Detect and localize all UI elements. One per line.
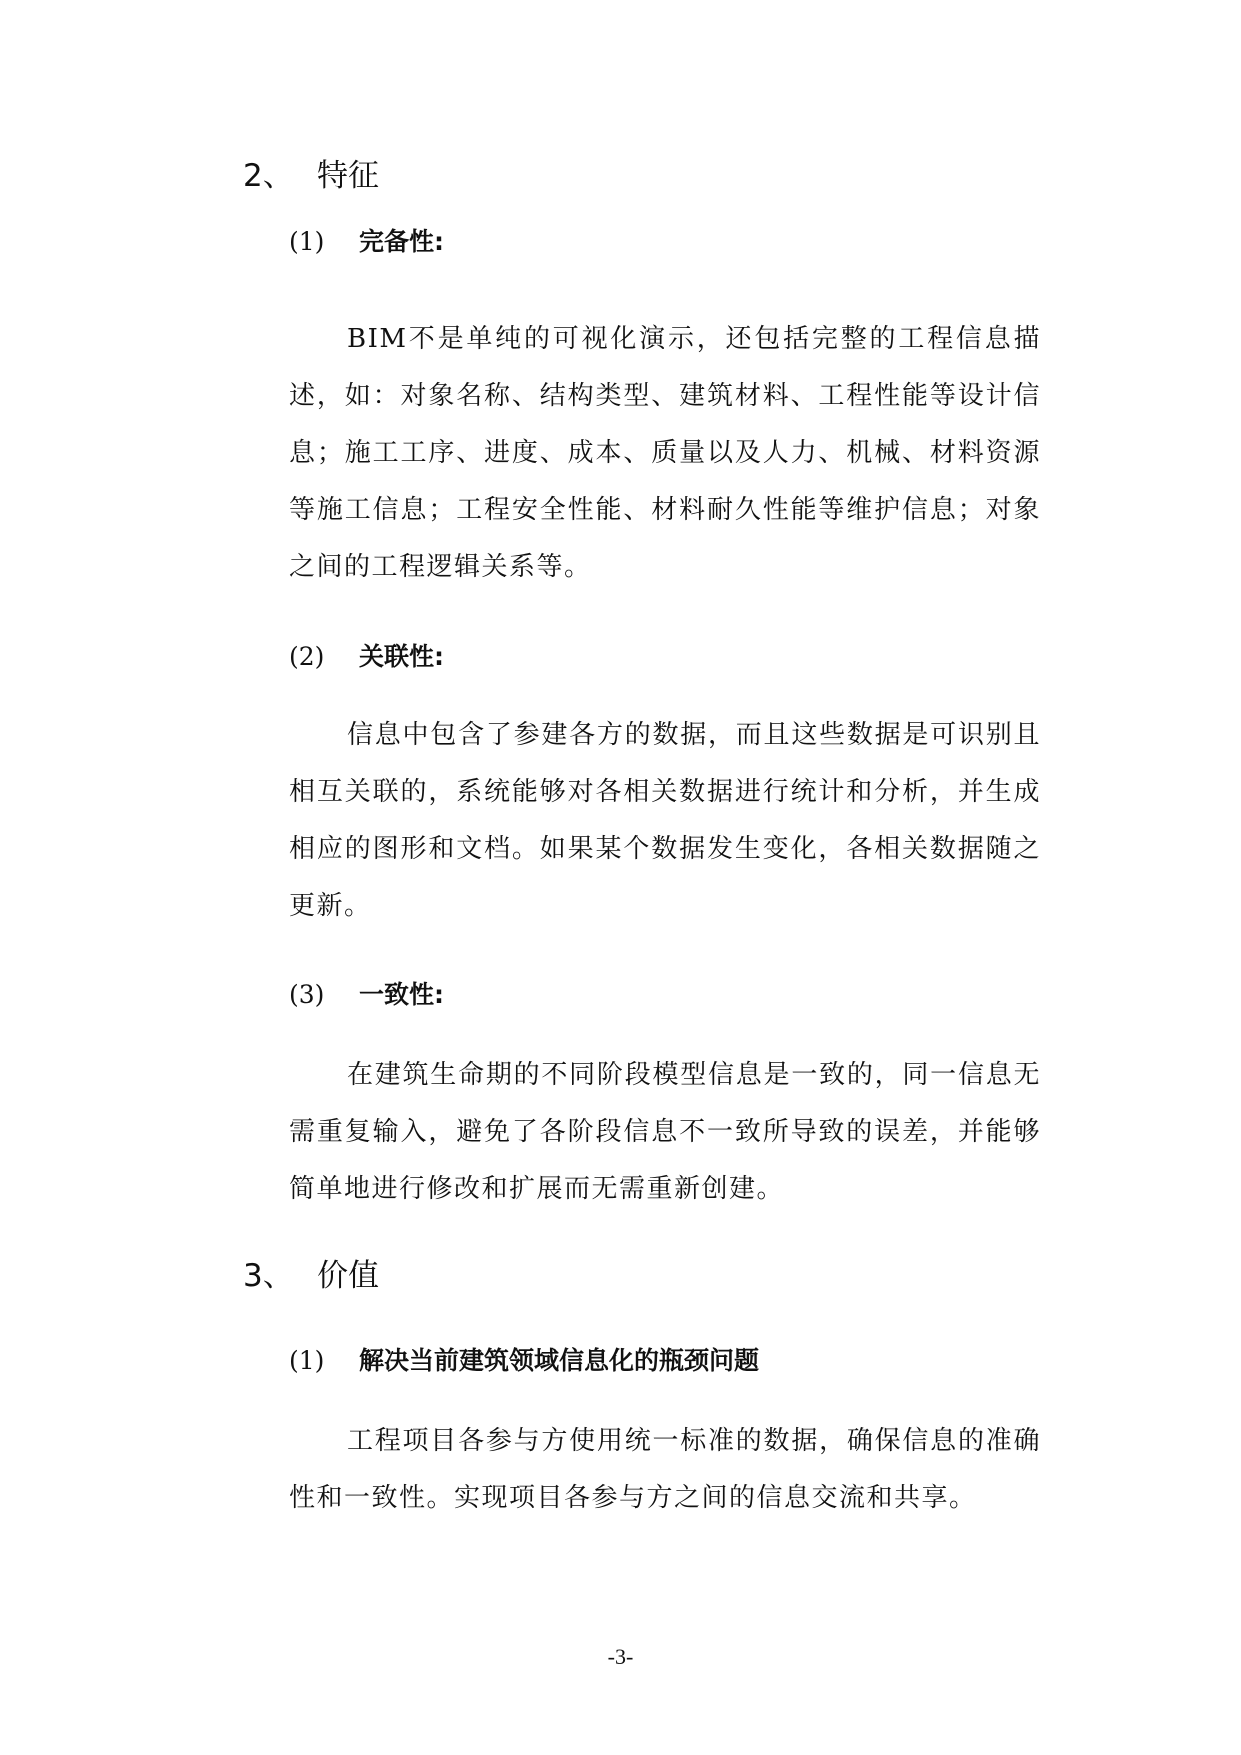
- section-number: 2、: [243, 158, 294, 194]
- subheading-number: (3): [289, 980, 325, 1009]
- subheading-consistency: [289, 975, 444, 1011]
- subheading-number: (1): [289, 1346, 325, 1375]
- subheading-title: 关联性:: [359, 642, 444, 671]
- section-heading-features: [243, 150, 379, 195]
- section-title: 价值: [317, 1258, 379, 1294]
- subheading-number: (1): [289, 227, 325, 256]
- subheading-title: 一致性:: [359, 980, 444, 1009]
- paragraph-completeness: BIM不是单纯的可视化演示，还包括完整的工程信息描述，如：对象名称、结构类型、建筑材料、工程性能等设计信息；施工工序、进度、成本、质量以及人力、机械、材料资源等施工信息；工程安全性能、材料耐久性能等维护信息；对象之间的工程逻辑关系等。: [289, 324, 1041, 582]
- paragraph-consistency: 在建筑生命期的不同阶段模型信息是一致的，同一信息无需重复输入，避免了各阶段信息不一致所导致的误差，并能够简单地进行修改和扩展而无需重新创建。: [289, 1060, 1041, 1204]
- section-title: 特征: [317, 158, 379, 194]
- paragraph-relevance: 信息中包含了参建各方的数据，而且这些数据是可识别且相互关联的，系统能够对各相关数据进行统计和分析，并生成相应的图形和文档。如果某个数据发生变化，各相关数据随之更新。: [289, 720, 1041, 921]
- subheading-relevance: [289, 637, 444, 673]
- paragraph-bottleneck: 工程项目各参与方使用统一标准的数据，确保信息的准确性和一致性。实现项目各参与方之间的信息交流和共享。: [289, 1426, 1041, 1513]
- section-heading-value: [243, 1250, 379, 1295]
- subheading-bottleneck: [289, 1341, 759, 1377]
- subheading-completeness: [289, 222, 444, 258]
- subheading-title: 解决当前建筑领域信息化的瓶颈问题: [359, 1346, 760, 1375]
- subheading-title: 完备性:: [359, 227, 444, 256]
- page-number: -3-: [607, 1644, 634, 1669]
- subheading-number: (2): [289, 642, 325, 671]
- section-number: 3、: [243, 1258, 294, 1294]
